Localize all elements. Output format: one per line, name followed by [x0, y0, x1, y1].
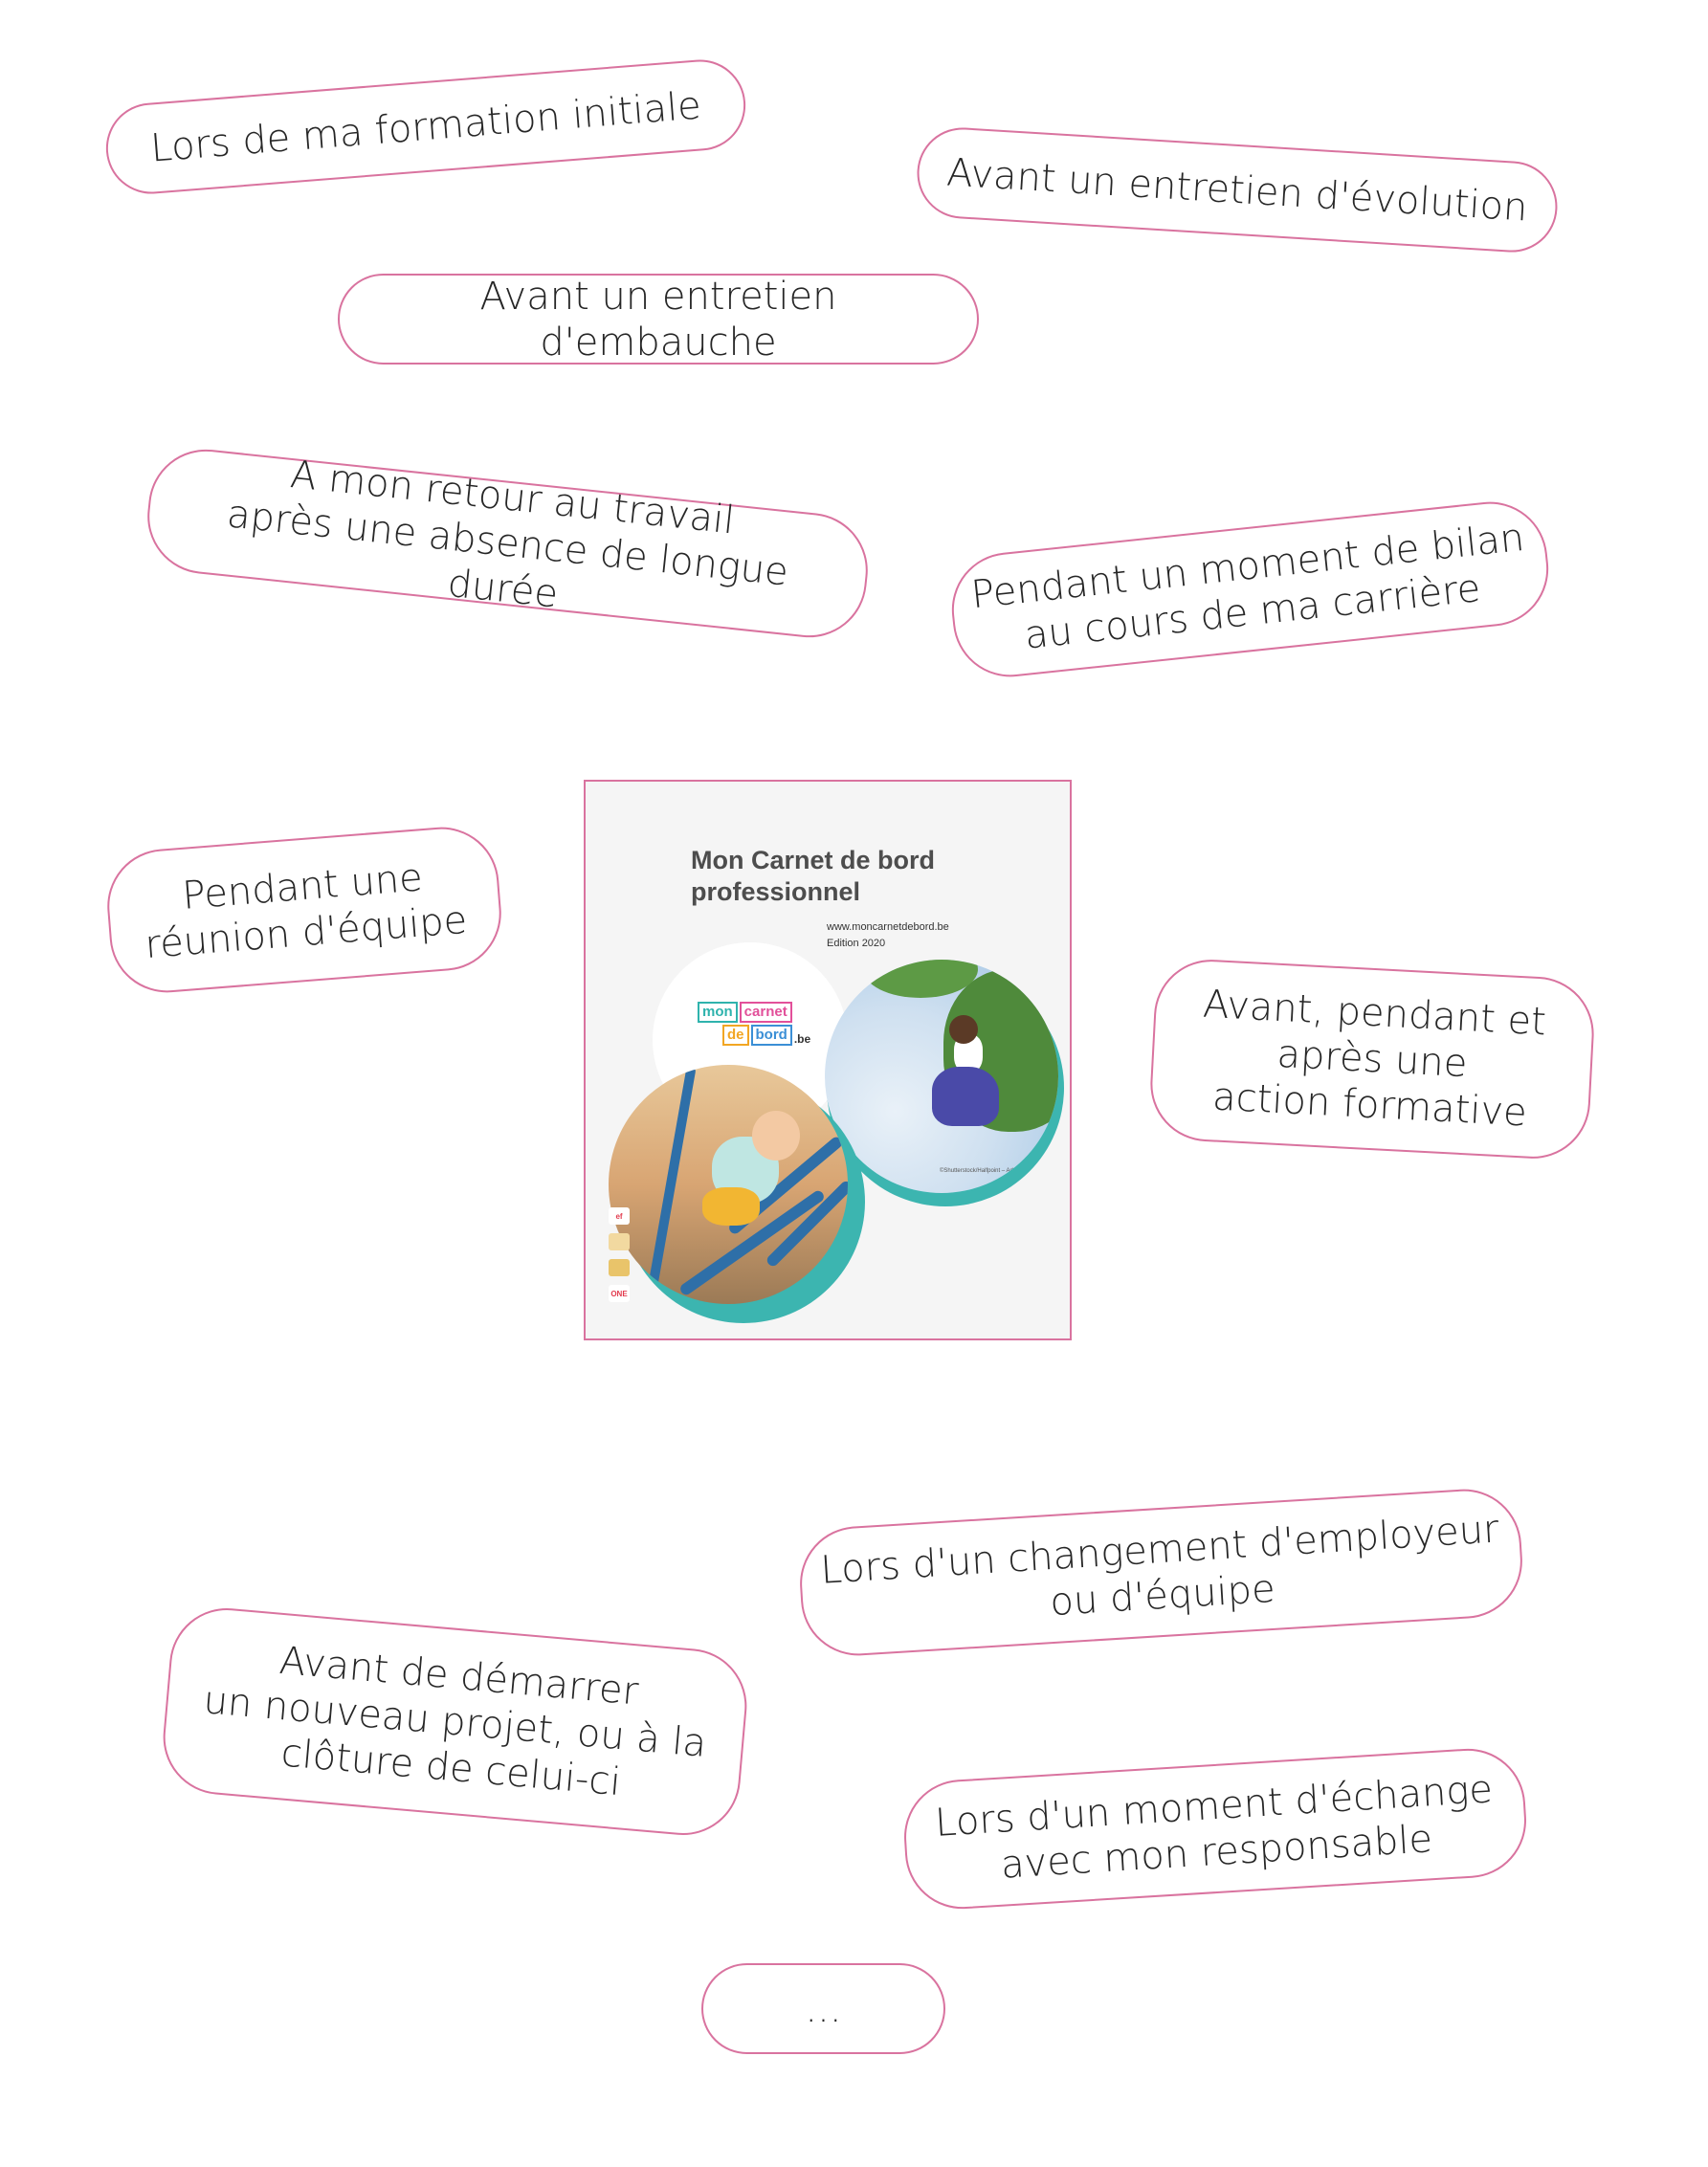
- moncarnetdebord-logo: [698, 1002, 810, 1048]
- pill-changement-employeur: Lors d'un changement d'employeur ou d'équipe: [797, 1486, 1526, 1659]
- cover-title: Mon Carnet de bord professionnel: [691, 846, 935, 907]
- climbing-frame-bar: [645, 1066, 696, 1303]
- photo-child-climbing: [609, 1065, 848, 1304]
- booklet-cover: [584, 780, 1072, 1340]
- logo-word-carnet: carnet: [740, 1002, 792, 1023]
- sponsor-logo: [609, 1233, 630, 1250]
- pill-nouveau-projet: Avant de démarrer un nouveau projet, ou à la clôture de celui-ci: [159, 1603, 752, 1840]
- girl-shape: [932, 1067, 999, 1126]
- pill-entretien-embauche: Avant un entretien d'embauche: [338, 274, 979, 365]
- pill-formation-initiale: Lors de ma formation initiale: [102, 56, 748, 197]
- pill-moment-echange: Lors d'un moment d'échange avec mon responsable: [900, 1745, 1529, 1912]
- cover-edition: Edition 2020: [827, 938, 886, 949]
- logo-word-bord: bord: [751, 1025, 792, 1046]
- pill-action-formative: Avant, pendant et après une action formative: [1147, 957, 1596, 1161]
- sponsor-logos: [609, 1207, 630, 1302]
- pill-reunion-equipe: Pendant une réunion d'équipe: [103, 823, 506, 997]
- child-shape: [702, 1187, 760, 1226]
- child-shape: [752, 1111, 800, 1161]
- logo-word-mon: mon: [698, 1002, 738, 1023]
- sponsor-logo: ONE: [609, 1285, 630, 1302]
- logo-suffix: .be: [793, 1032, 811, 1046]
- cover-url: www.moncarnetdebord.be: [827, 921, 949, 933]
- pill-retour-travail: A mon retour au travail après une absence de longue durée: [142, 444, 873, 643]
- photo-credit: ©Shutterstock/Halfpoint – Adrian Link: [940, 1168, 1035, 1174]
- pill-entretien-evolution: Avant un entretien d'évolution: [915, 125, 1561, 255]
- pill-moment-bilan: Pendant un moment de bilan au cours de ma carrière: [946, 497, 1554, 683]
- logo-word-de: de: [722, 1025, 749, 1046]
- sponsor-logo: ef: [609, 1207, 630, 1225]
- pill-ellipsis: ...: [701, 1963, 945, 2054]
- sponsor-logo: [609, 1259, 630, 1276]
- girl-shape: [949, 1015, 978, 1044]
- photo-girl-swinging: [825, 960, 1058, 1193]
